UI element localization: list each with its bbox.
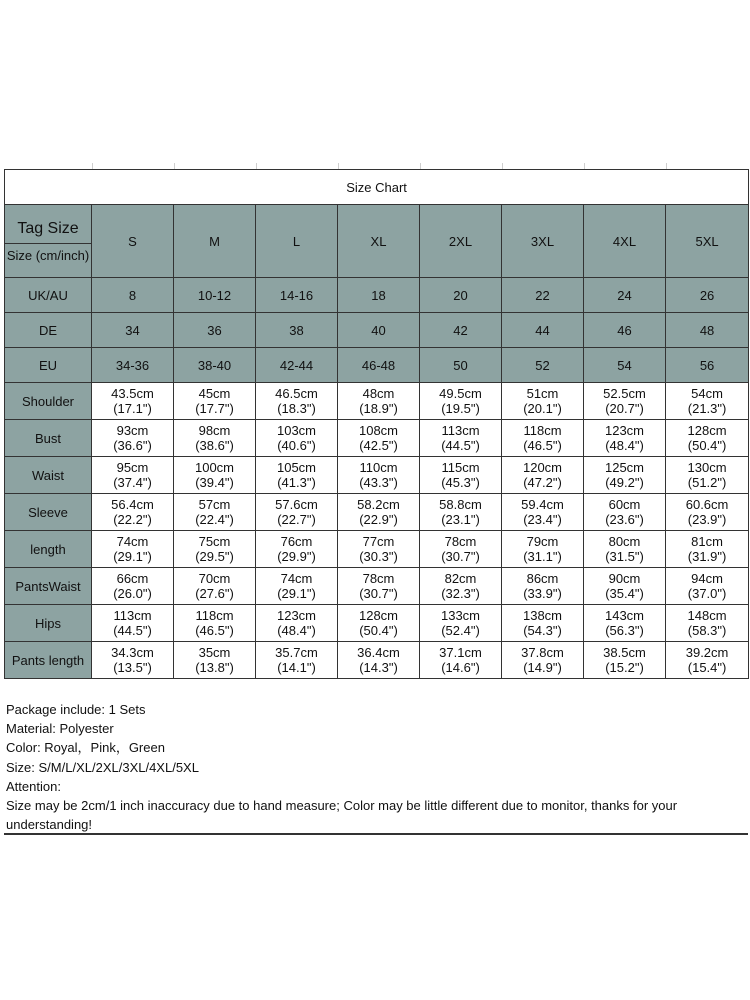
inch-value: (56.3") <box>605 623 644 638</box>
inch-value: (14.1") <box>277 660 316 675</box>
inch-value: (29.5") <box>195 549 234 564</box>
table-cell <box>666 568 749 605</box>
row-label: Pants length <box>5 642 92 679</box>
table-row <box>5 568 749 605</box>
cm-value: 100cm <box>194 460 235 475</box>
color-note: Color: Royal，Pink，Green <box>6 740 165 756</box>
cm-value: 113cm <box>441 423 480 438</box>
table-cell <box>92 531 174 568</box>
table-cell <box>420 494 502 531</box>
inch-value: (47.2") <box>523 475 562 490</box>
table-cell <box>92 605 174 642</box>
table-cell <box>174 642 256 679</box>
inch-value: (26.0") <box>113 586 152 601</box>
inch-value: (13.5") <box>113 660 152 675</box>
table-cell: 48 <box>666 313 749 348</box>
table-cell <box>92 642 174 679</box>
table-cell <box>174 568 256 605</box>
table-cell <box>174 457 256 494</box>
cm-value: 138cm <box>522 608 563 623</box>
row-label: Bust <box>5 420 92 457</box>
table-row <box>5 278 749 313</box>
table-cell <box>502 568 584 605</box>
table-cell <box>420 531 502 568</box>
inch-value: (21.3") <box>687 401 727 416</box>
size-header-m: M <box>174 205 256 278</box>
table-cell <box>666 531 749 568</box>
cm-value: 45cm <box>198 386 231 401</box>
cm-value: 49.5cm <box>439 386 482 401</box>
table-cell: 54 <box>584 348 666 383</box>
inch-value: (37.0") <box>687 586 727 601</box>
cm-value: 46.5cm <box>275 386 318 401</box>
inch-value: (35.4") <box>605 586 644 601</box>
table-cell <box>420 605 502 642</box>
inch-value: (18.3") <box>277 401 316 416</box>
package-note: Package include: 1 Sets <box>6 702 146 717</box>
table-cell <box>338 605 420 642</box>
table-cell <box>584 494 666 531</box>
row-label: Waist <box>5 457 92 494</box>
table-row <box>5 605 749 642</box>
table-cell: 18 <box>338 278 420 313</box>
cm-value: 57.6cm <box>275 497 318 512</box>
inch-value: (54.3") <box>523 623 562 638</box>
cm-value: 123cm <box>276 608 317 623</box>
table-cell: 36 <box>174 313 256 348</box>
table-row <box>5 642 749 679</box>
cm-value: 58.2cm <box>357 497 400 512</box>
row-label: PantsWaist <box>5 568 92 605</box>
table-cell <box>256 457 338 494</box>
size-header-3xl: 3XL <box>502 205 584 278</box>
table-cell <box>584 568 666 605</box>
table-row <box>5 383 749 420</box>
table-cell: 10-12 <box>174 278 256 313</box>
cm-value: 125cm <box>604 460 645 475</box>
inch-value: (23.9") <box>687 512 727 527</box>
table-cell <box>92 383 174 420</box>
inch-value: (43.3") <box>359 475 398 490</box>
inch-value: (40.6") <box>277 438 316 453</box>
inch-value: (23.6") <box>605 512 644 527</box>
inch-value: (46.5") <box>523 438 562 453</box>
inch-value: (20.7") <box>605 401 644 416</box>
row-label: Hips <box>5 605 92 642</box>
cm-value: 118cm <box>523 423 562 438</box>
table-cell <box>666 383 749 420</box>
cm-value: 54cm <box>691 386 723 401</box>
cm-value: 43.5cm <box>111 386 154 401</box>
table-cell <box>256 568 338 605</box>
table-cell <box>584 420 666 457</box>
inch-value: (48.4") <box>605 438 644 453</box>
inch-value: (41.3") <box>277 475 316 490</box>
table-cell <box>420 568 502 605</box>
cm-value: 94cm <box>691 571 723 586</box>
table-cell <box>92 494 174 531</box>
table-cell: 40 <box>338 313 420 348</box>
table-cell <box>666 494 749 531</box>
cm-value: 103cm <box>276 423 317 438</box>
cm-value: 58.8cm <box>439 497 482 512</box>
cm-value: 143cm <box>604 608 645 623</box>
table-cell <box>92 420 174 457</box>
inch-value: (33.9") <box>523 586 562 601</box>
cm-value: 60cm <box>608 497 641 512</box>
material-note: Material: Polyester <box>6 721 114 737</box>
inch-value: (22.9") <box>359 512 398 527</box>
table-cell <box>174 531 256 568</box>
cm-value: 37.8cm <box>521 645 564 660</box>
table-cell: 20 <box>420 278 502 313</box>
cm-value: 36.4cm <box>357 645 400 660</box>
table-cell <box>502 642 584 679</box>
table-cell: 22 <box>502 278 584 313</box>
cm-value: 78cm <box>362 571 395 586</box>
inch-value: (46.5") <box>195 623 234 638</box>
cm-value: 56.4cm <box>111 497 154 512</box>
size-chart-table <box>4 169 749 679</box>
cm-value: 39.2cm <box>685 645 729 660</box>
table-cell: 50 <box>420 348 502 383</box>
table-cell <box>666 605 749 642</box>
inch-value: (17.1") <box>113 401 152 416</box>
inch-value: (44.5") <box>441 438 480 453</box>
inch-value: (38.6") <box>195 438 234 453</box>
inch-value: (44.5") <box>113 623 152 638</box>
inch-value: (31.9") <box>687 549 727 564</box>
cm-value: 48cm <box>362 386 395 401</box>
row-label: Shoulder <box>5 383 92 420</box>
row-label: length <box>5 531 92 568</box>
tag-size-header <box>5 205 92 278</box>
cm-value: 86cm <box>526 571 559 586</box>
row-label: DE <box>5 313 92 348</box>
table-cell: 38-40 <box>174 348 256 383</box>
table-cell: 52 <box>502 348 584 383</box>
attention-note: Attention: <box>6 778 61 794</box>
cm-value: 115cm <box>441 460 480 475</box>
table-cell: 34-36 <box>92 348 174 383</box>
inch-value: (22.7") <box>277 512 316 527</box>
table-row <box>5 457 749 494</box>
inch-value: (13.8") <box>195 660 234 675</box>
cm-value: 113cm <box>113 608 152 623</box>
inch-value: (14.9") <box>523 660 562 675</box>
table-cell <box>338 568 420 605</box>
table-cell: 42-44 <box>256 348 338 383</box>
table-row <box>5 313 749 348</box>
inch-value: (52.4") <box>441 623 480 638</box>
table-cell <box>584 605 666 642</box>
inch-value: (23.4") <box>523 512 562 527</box>
table-cell <box>502 420 584 457</box>
table-cell: 56 <box>666 348 749 383</box>
table-cell <box>420 383 502 420</box>
inch-value: (50.4") <box>687 438 727 453</box>
cm-value: 70cm <box>198 571 231 586</box>
size-header-4xl: 4XL <box>584 205 666 278</box>
inch-value: (37.4") <box>113 475 152 490</box>
inch-value: (58.3") <box>687 623 727 638</box>
cm-value: 95cm <box>116 460 149 475</box>
inch-value: (17.7") <box>195 401 234 416</box>
cm-value: 51cm <box>526 386 559 401</box>
inch-value: (32.3") <box>441 586 480 601</box>
cm-value: 108cm <box>358 423 399 438</box>
table-cell <box>584 531 666 568</box>
inch-value: (31.5") <box>605 549 644 564</box>
table-cell: 34 <box>92 313 174 348</box>
cm-value: 75cm <box>198 534 231 549</box>
table-cell <box>502 457 584 494</box>
table-cell <box>420 457 502 494</box>
cm-value: 59.4cm <box>521 497 564 512</box>
inch-value: (19.5") <box>441 401 480 416</box>
cm-value: 34.3cm <box>111 645 154 660</box>
cm-value: 60.6cm <box>685 497 729 512</box>
inch-value: (15.4") <box>687 660 727 675</box>
table-cell: 8 <box>92 278 174 313</box>
cm-value: 77cm <box>362 534 395 549</box>
size-header-l: L <box>256 205 338 278</box>
table-cell <box>420 420 502 457</box>
cm-value: 118cm <box>195 608 234 623</box>
chart-title: Size Chart <box>5 170 749 205</box>
tag-size-label: Tag Size <box>5 219 91 244</box>
cm-value: 133cm <box>440 608 481 623</box>
inch-value: (51.2") <box>687 475 727 490</box>
table-cell <box>338 457 420 494</box>
table-cell <box>502 531 584 568</box>
cm-value: 98cm <box>198 423 231 438</box>
inch-value: (48.4") <box>277 623 316 638</box>
inch-value: (49.2") <box>605 475 644 490</box>
table-cell <box>174 420 256 457</box>
row-label: Sleeve <box>5 494 92 531</box>
cm-value: 130cm <box>687 460 727 475</box>
cm-value: 78cm <box>444 534 477 549</box>
table-cell <box>666 420 749 457</box>
table-cell <box>92 568 174 605</box>
table-cell: 46 <box>584 313 666 348</box>
table-row <box>5 348 749 383</box>
table-cell: 14-16 <box>256 278 338 313</box>
cm-value: 37.1cm <box>439 645 482 660</box>
cm-value: 52.5cm <box>603 386 646 401</box>
inch-value: (14.3") <box>359 660 398 675</box>
inch-value: (29.9") <box>277 549 316 564</box>
size-unit-label: Size (cm/inch) <box>6 247 90 263</box>
inch-value: (14.6") <box>441 660 480 675</box>
table-cell <box>256 420 338 457</box>
inch-value: (15.2") <box>605 660 644 675</box>
inch-value: (18.9") <box>359 401 398 416</box>
table-cell: 44 <box>502 313 584 348</box>
cm-value: 80cm <box>608 534 641 549</box>
table-cell <box>584 457 666 494</box>
table-cell <box>92 457 174 494</box>
table-row <box>5 494 749 531</box>
size-header-2xl: 2XL <box>420 205 502 278</box>
table-cell <box>338 642 420 679</box>
inch-value: (30.7") <box>441 549 480 564</box>
inch-value: (29.1") <box>277 586 316 601</box>
inch-value: (22.2") <box>113 512 152 527</box>
inch-value: (50.4") <box>359 623 398 638</box>
cm-value: 123cm <box>604 423 645 438</box>
cm-value: 128cm <box>358 608 399 623</box>
inch-value: (42.5") <box>359 438 398 453</box>
inch-value: (23.1") <box>441 512 480 527</box>
table-cell <box>502 494 584 531</box>
cm-value: 128cm <box>687 423 727 438</box>
table-row <box>5 531 749 568</box>
inch-value: (29.1") <box>113 549 152 564</box>
table-cell <box>256 605 338 642</box>
table-cell <box>502 383 584 420</box>
cm-value: 120cm <box>522 460 563 475</box>
table-cell <box>338 531 420 568</box>
table-cell <box>256 494 338 531</box>
inch-value: (39.4") <box>195 475 234 490</box>
table-cell <box>502 605 584 642</box>
disclaimer-note: Size may be 2cm/1 inch inaccuracy due to hand measure; Color may be little different due to monitor, thanks for your understanding! <box>6 798 678 833</box>
cm-value: 66cm <box>116 571 149 586</box>
table-cell <box>666 457 749 494</box>
cm-value: 105cm <box>276 460 317 475</box>
table-cell <box>256 531 338 568</box>
row-label: EU <box>5 348 92 383</box>
size-header-xl: XL <box>338 205 420 278</box>
table-cell <box>338 383 420 420</box>
table-cell <box>338 494 420 531</box>
table-cell: 24 <box>584 278 666 313</box>
inch-value: (45.3") <box>441 475 480 490</box>
cm-value: 110cm <box>359 460 398 475</box>
table-cell: 42 <box>420 313 502 348</box>
cm-value: 38.5cm <box>603 645 646 660</box>
table-cell <box>584 383 666 420</box>
cm-value: 93cm <box>116 423 149 438</box>
table-cell: 26 <box>666 278 749 313</box>
inch-value: (31.1") <box>523 549 562 564</box>
table-cell <box>584 642 666 679</box>
cm-value: 90cm <box>608 571 641 586</box>
table-cell <box>174 383 256 420</box>
size-note: Size: S/M/L/XL/2XL/3XL/4XL/5XL <box>6 759 199 775</box>
inch-value: (27.6") <box>195 586 234 601</box>
table-cell <box>174 605 256 642</box>
inch-value: (20.1") <box>523 401 562 416</box>
cm-value: 82cm <box>444 571 477 586</box>
row-label: UK/AU <box>5 278 92 313</box>
table-cell <box>256 383 338 420</box>
table-cell: 46-48 <box>338 348 420 383</box>
table-cell <box>666 642 749 679</box>
cm-value: 79cm <box>526 534 559 549</box>
table-cell: 38 <box>256 313 338 348</box>
cm-value: 148cm <box>687 608 727 623</box>
size-header-5xl: 5XL <box>666 205 749 278</box>
inch-value: (30.7") <box>359 586 398 601</box>
product-notes <box>6 700 744 834</box>
table-cell <box>174 494 256 531</box>
bottom-divider <box>4 833 748 835</box>
cm-value: 76cm <box>280 534 313 549</box>
inch-value: (22.4") <box>195 512 234 527</box>
size-header-s: S <box>92 205 174 278</box>
cm-value: 57cm <box>198 497 231 512</box>
table-cell <box>338 420 420 457</box>
cm-value: 35.7cm <box>275 645 318 660</box>
cm-value: 81cm <box>691 534 723 549</box>
table-row <box>5 420 749 457</box>
inch-value: (30.3") <box>359 549 398 564</box>
table-cell <box>420 642 502 679</box>
table-cell <box>256 642 338 679</box>
cm-value: 35cm <box>198 645 231 660</box>
cm-value: 74cm <box>280 571 313 586</box>
inch-value: (36.6") <box>113 438 152 453</box>
cm-value: 74cm <box>116 534 149 549</box>
